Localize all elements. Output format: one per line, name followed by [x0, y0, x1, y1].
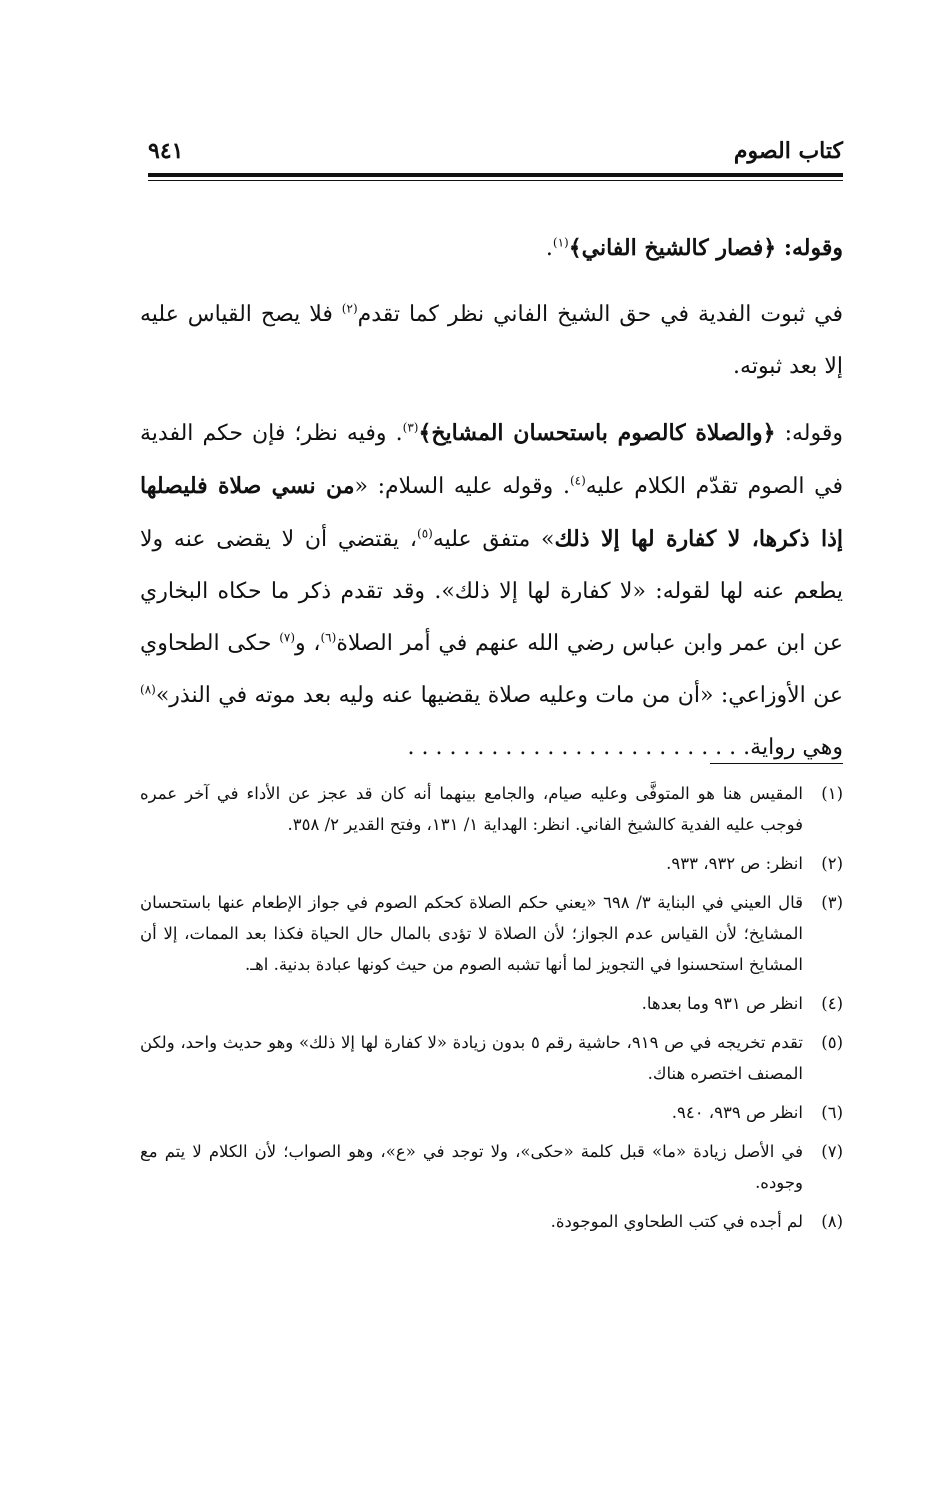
footnote-ref-7: (٧): [279, 630, 296, 645]
footnote-text: انظر: ص ٩٣٢، ٩٣٣.: [666, 854, 803, 873]
footnote-4: [140, 988, 843, 1019]
footnote-3: [140, 887, 843, 980]
footnotes: [140, 778, 843, 1245]
p2-text1: في ثبوت الفدية في حق الشيخ الفاني نظر كما تقدم: [357, 302, 843, 327]
footnote-ref-4: (٤): [569, 473, 586, 488]
footnote-text: انظر ص ٩٣٩، ٩٤٠.: [671, 1103, 803, 1122]
p3-text-6: حكى الطحاوي عن الأوزاعي: «أن من مات وعليه صلاة يقضيها عنه وليه بعد موته في النذر»: [140, 631, 843, 708]
footnote-8: [140, 1206, 843, 1237]
footnote-ref-3: (٣): [402, 420, 419, 435]
hadith-text: من نسي صلاة فليصلها إذا ذكرها، لا كفارة لها إلا ذلك: [140, 473, 843, 552]
page-number: ٩٤١: [148, 138, 184, 164]
footnote-number: (٢): [821, 854, 843, 873]
footnote-text: في الأصل زيادة «ما» قبل كلمة «حكى»، ولا توجد في «ع»، وهو الصواب؛ لأن الكلام لا يتم مع وجوده.: [140, 1142, 803, 1192]
p1-quote: ﴿فصار كالشيخ الفاني﴾: [568, 235, 777, 261]
footnote-number: (٨): [821, 1212, 843, 1231]
footnote-text: لم أجده في كتب الطحاوي الموجودة.: [550, 1212, 803, 1231]
footnote-number: (٧): [821, 1142, 843, 1161]
paragraph-3: [140, 407, 843, 774]
footnote-ref-6: (٦): [320, 630, 337, 645]
footnote-ref-2: (٢): [341, 301, 358, 316]
footnote-number: (٥): [821, 1033, 843, 1052]
footnote-6: [140, 1097, 843, 1128]
footnote-ref-8: (٨): [140, 682, 156, 697]
footnote-ref-1: (١): [552, 235, 569, 250]
main-text: [140, 222, 843, 788]
p1-end: .: [545, 236, 553, 261]
paragraph-1: [140, 222, 843, 275]
footnote-text: قال العيني في البناية ٣/ ٦٩٨ «يعني حكم الصلاة كحكم الصوم في جواز الإطعام عنها باستحسان المشايخ؛ لأن القياس عدم الجواز؛ لأن الصلاة لا تؤدى بالمال حال الحياة فكذا بعد الممات، إلا أن المشايخ استحسنوا في التجويز لما أنها تشبه الصوم من حيث كونها عبادة بدنية. اهـ.: [140, 893, 803, 974]
book-title: كتاب الصوم: [733, 138, 843, 164]
header-rule-thick: [148, 173, 843, 177]
p2-text2: فلا يصح القياس عليه إلا بعد ثبوته.: [140, 302, 843, 379]
footnote-7: [140, 1136, 843, 1198]
p3-text-4: ، يقتضي أن لا يقضى عنه ولا يطعم عنه لها لقوله: «لا كفارة لها إلا ذلك». وقد تقدم ذكر ما حكاه البخاري عن ابن عمر وابن عباس رضي الله عنهم في أمر الصلاة: [140, 527, 843, 656]
footnote-1: [140, 778, 843, 840]
footnote-separator: [710, 763, 843, 764]
footnote-2: [140, 848, 843, 879]
footnote-text: المقيس هنا هو المتوفَّى وعليه صيام، والجامع بينهما أنه كان قد عجز عن الأداء في آخر عمره فوجب عليه الفدية كالشيخ الفاني. انظر: الهداية ١/ ١٣١، وفتح القدير ٢/ ٣٥٨.: [140, 784, 803, 834]
p3-text-1: . وفيه نظر؛ فإن حكم الفدية في الصوم تقدّم الكلام عليه: [140, 421, 844, 499]
paragraph-2: [140, 289, 843, 393]
footnote-number: (٦): [821, 1103, 843, 1122]
header-rule-thin: [148, 180, 843, 181]
footnote-ref-5: (٥): [417, 526, 433, 541]
p3-text-2: . وقوله عليه السلام: «: [354, 474, 570, 499]
p3-quote: ﴿والصلاة كالصوم باستحسان المشايخ﴾: [418, 420, 776, 446]
p3-text-3: » متفق عليه: [432, 527, 555, 552]
p3-text-5: ، و: [295, 631, 321, 656]
continuation-dots: . . . . . . . . . . . . . . . . . . . . . . . . .: [407, 735, 751, 760]
footnote-number: (١): [821, 784, 843, 803]
footnote-text: تقدم تخريجه في ص ٩١٩، حاشية رقم ٥ بدون زيادة «لا كفارة لها إلا ذلك» وهو حديث واحد، ولكن المصنف اختصره هناك.: [140, 1033, 803, 1083]
p3-lead: وقوله:: [775, 421, 843, 446]
p1-lead: وقوله:: [776, 235, 843, 261]
footnote-text: انظر ص ٩٣١ وما بعدها.: [641, 994, 803, 1013]
p3-text-7: وهي رواية: [750, 735, 843, 760]
footnote-number: (٤): [821, 994, 843, 1013]
page-header: [148, 138, 843, 178]
footnote-number: (٣): [821, 893, 843, 912]
footnote-5: [140, 1027, 843, 1089]
